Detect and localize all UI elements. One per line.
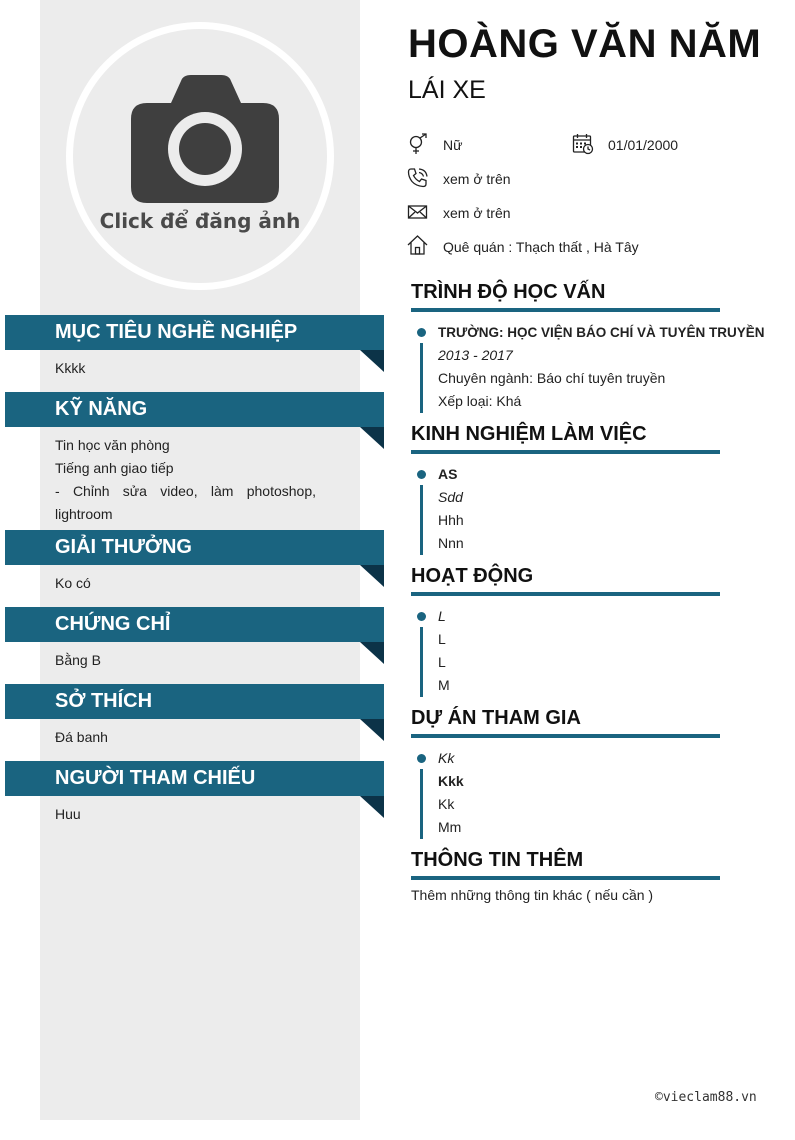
section-title: KỸ NĂNG xyxy=(5,392,384,427)
project-name: Kkk xyxy=(438,773,464,789)
gender-icon xyxy=(407,133,429,155)
home-icon xyxy=(407,234,429,256)
birthday-text[interactable]: 01/01/2000 xyxy=(608,137,679,153)
section-title: HOẠT ĐỘNG xyxy=(411,565,534,587)
section-line: Huu xyxy=(55,806,81,822)
photo-upload-label: Click để đăng ảnh xyxy=(99,209,301,233)
project-description: Mm xyxy=(438,819,462,835)
section-awards xyxy=(5,530,384,595)
timeline-entry[interactable] xyxy=(411,605,720,697)
section-title: CHỨNG CHỈ xyxy=(5,607,384,642)
timeline-dot xyxy=(417,470,426,479)
project-period: Kk xyxy=(438,750,455,766)
camera-icon xyxy=(131,73,279,203)
phone-text[interactable]: xem ở trên xyxy=(443,171,511,187)
photo-upload[interactable] xyxy=(66,22,334,290)
major: Chuyên ngành: Báo chí tuyên truyền xyxy=(438,370,666,386)
timeline-dot xyxy=(417,328,426,337)
section-line: Bằng B xyxy=(55,652,101,668)
activity-organization: L xyxy=(438,631,446,647)
gender-text[interactable]: Nữ xyxy=(443,137,463,153)
more-info-text[interactable]: Thêm những thông tin khác ( nếu cần ) xyxy=(411,887,654,903)
timeline-entry[interactable] xyxy=(411,321,765,413)
section-title: DỰ ÁN THAM GIA xyxy=(411,707,581,729)
ribbon-fold xyxy=(360,565,384,587)
calendar-icon xyxy=(572,133,594,155)
rank: Xếp loại: Khá xyxy=(438,393,522,409)
section-education xyxy=(411,279,765,413)
section-underline xyxy=(411,308,720,312)
section-line: - Chỉnh sửa video, làm photoshop, lightroom xyxy=(55,483,316,522)
ribbon-fold xyxy=(360,642,384,664)
section-activities xyxy=(411,563,720,697)
work-period: Sdd xyxy=(438,489,463,505)
section-line: Đá banh xyxy=(55,729,108,745)
section-underline xyxy=(411,734,720,738)
timeline-line xyxy=(420,343,423,413)
timeline-dot xyxy=(417,612,426,621)
study-period: 2013 - 2017 xyxy=(438,347,513,363)
candidate-name[interactable]: HOÀNG VĂN NĂM xyxy=(408,22,762,66)
section-projects xyxy=(411,705,720,839)
section-title: MỤC TIÊU NGHỀ NGHIỆP xyxy=(5,315,384,350)
job-title[interactable]: LÁI XE xyxy=(408,76,486,104)
section-line: Tin học văn phòng xyxy=(55,437,170,453)
timeline-entry[interactable] xyxy=(411,463,720,555)
ribbon-fold xyxy=(360,719,384,741)
section-title: KINH NGHIỆM LÀM VIỆC xyxy=(411,423,647,445)
project-role: Kk xyxy=(438,796,455,812)
activity-role: L xyxy=(438,654,446,670)
position: Hhh xyxy=(438,512,464,528)
timeline-entry[interactable] xyxy=(411,747,720,839)
ribbon-fold xyxy=(360,350,384,372)
section-underline xyxy=(411,592,720,596)
section-underline xyxy=(411,450,720,454)
section-title: THÔNG TIN THÊM xyxy=(411,849,584,871)
section-references xyxy=(5,761,384,826)
ribbon-fold xyxy=(360,427,384,449)
section-skills xyxy=(5,392,384,526)
section-career-objective xyxy=(5,315,384,380)
section-title: NGƯỜI THAM CHIẾU xyxy=(5,761,384,796)
section-certificates xyxy=(5,607,384,672)
section-underline xyxy=(411,876,720,880)
activity-period: L xyxy=(438,608,446,624)
work-description: Nnn xyxy=(438,535,464,551)
timeline-line xyxy=(420,627,423,697)
section-experience xyxy=(411,421,720,555)
section-line: Ko có xyxy=(55,575,91,591)
address-text[interactable]: Quê quán : Thạch thất , Hà Tây xyxy=(443,239,639,255)
timeline-line xyxy=(420,769,423,839)
company-name: AS xyxy=(438,466,458,482)
section-title: TRÌNH ĐỘ HỌC VẤN xyxy=(411,281,606,303)
school-name: TRƯỜNG: HỌC VIỆN BÁO CHÍ VÀ TUYÊN TRUYỀN xyxy=(438,325,765,340)
email-icon xyxy=(407,201,429,223)
section-more-info xyxy=(411,847,720,903)
email-text[interactable]: xem ở trên xyxy=(443,205,511,221)
section-hobbies xyxy=(5,684,384,749)
phone-icon xyxy=(407,167,429,189)
footer-copyright: ©vieclam88.vn xyxy=(655,1090,757,1105)
timeline-dot xyxy=(417,754,426,763)
activity-description: M xyxy=(438,677,450,693)
section-title: SỞ THÍCH xyxy=(5,684,384,719)
section-title: GIẢI THƯỞNG xyxy=(5,530,384,565)
timeline-line xyxy=(420,485,423,555)
section-line: Kkkk xyxy=(55,360,86,376)
section-line: Tiếng anh giao tiếp xyxy=(55,460,174,476)
ribbon-fold xyxy=(360,796,384,818)
